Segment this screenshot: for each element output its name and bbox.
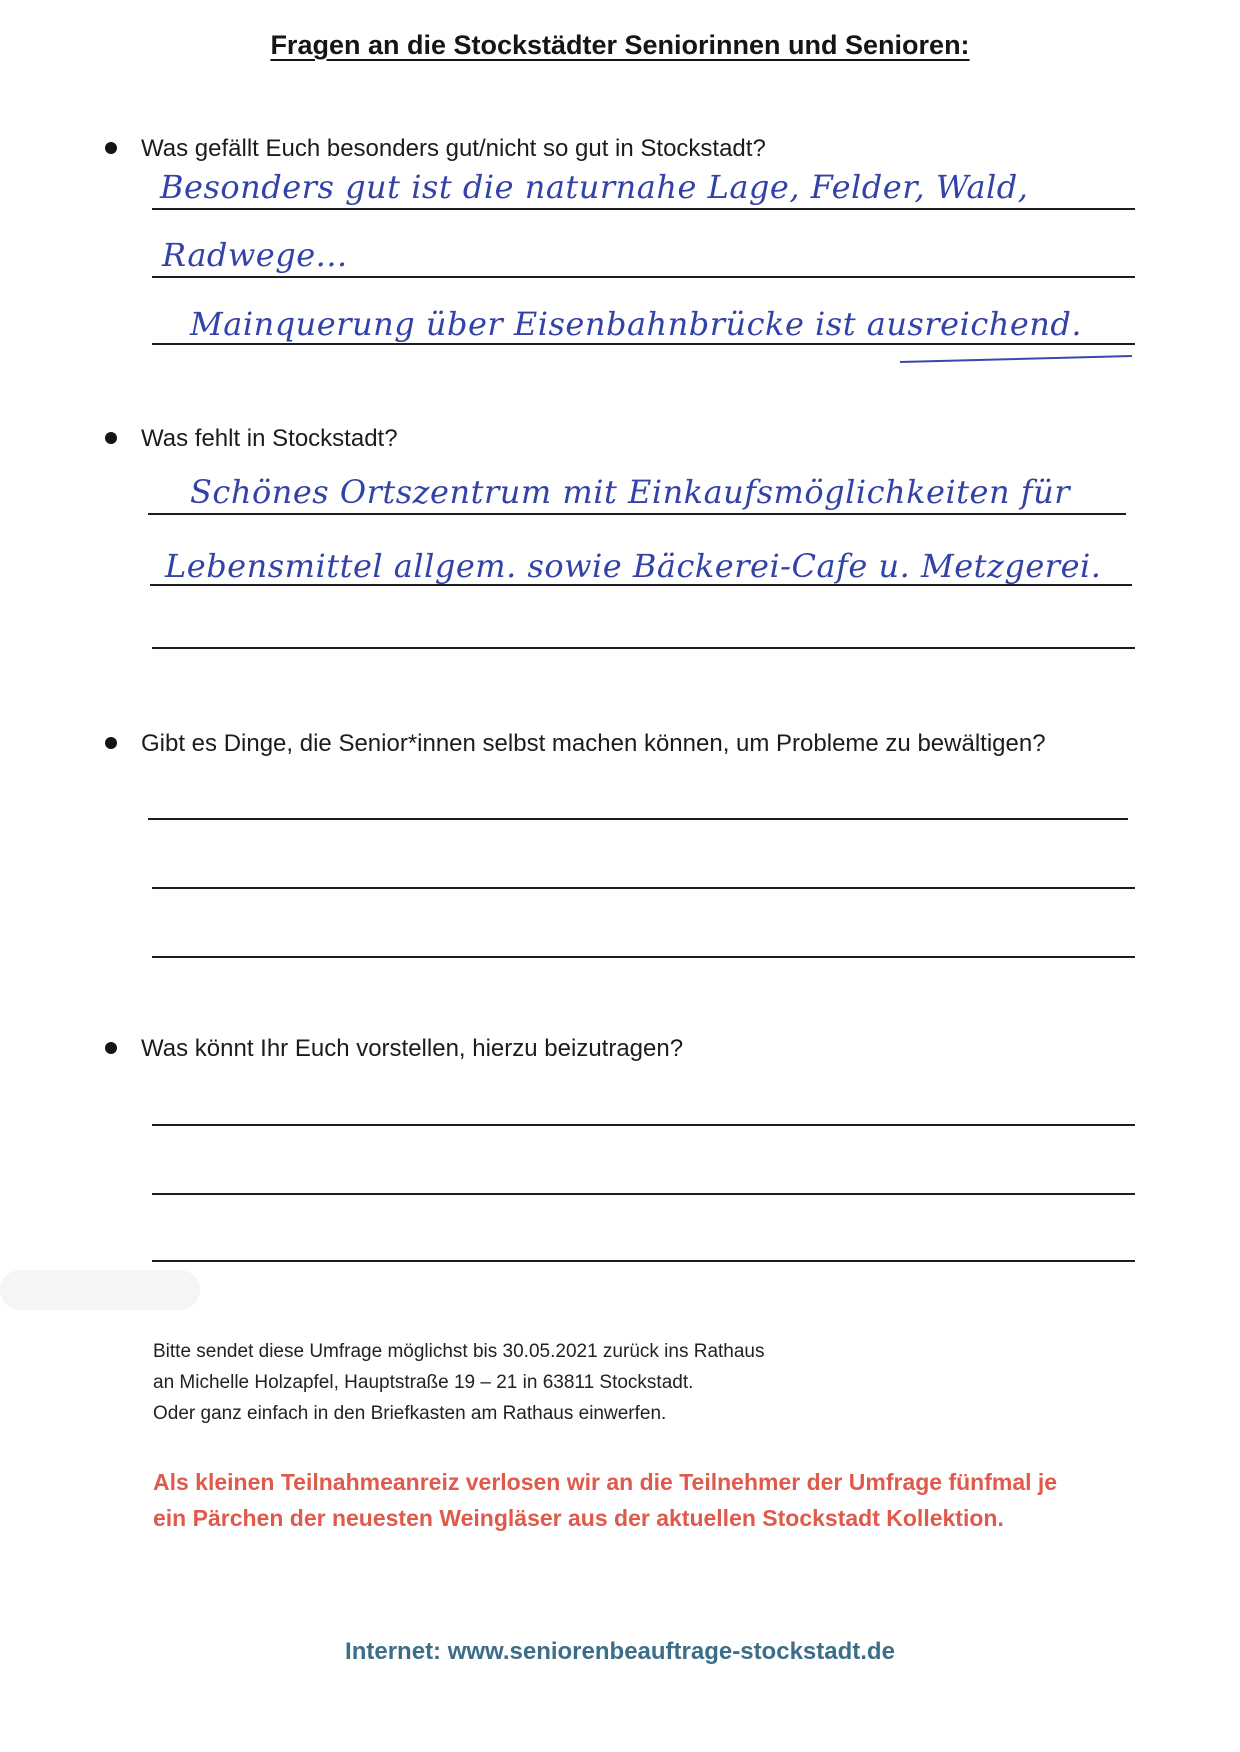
answer-rule [152,1260,1135,1262]
ink-underline-stroke [900,355,1132,363]
answer-rule [152,1124,1135,1126]
answer-rule [152,208,1135,210]
answer-rule [152,956,1135,958]
prize-notice-line-1: Als kleinen Teilnahmeanreiz verlosen wir an die Teilnehmer der Umfrage fünfmal je [153,1469,1058,1495]
question-4-text: Was könnt Ihr Euch vorstellen, hierzu beizutragen? [141,1035,684,1062]
prize-notice-line-2: ein Pärchen der neuesten Weingläser aus der aktuellen Stockstadt Kollektion. [153,1505,1004,1531]
question-3 [105,730,1046,758]
question-2-text: Was fehlt in Stockstadt? [141,425,398,452]
scan-smudge [0,1270,200,1310]
bullet-icon [105,1042,117,1054]
answer-1-line-1: Besonders gut ist die naturnahe Lage, Felder, Wald, [160,168,1029,206]
question-4 [105,1035,683,1063]
return-instructions [153,1336,765,1429]
website-link[interactable]: Internet: www.seniorenbeauftrage-stockstadt.de [345,1638,895,1665]
return-instructions-line-1: Bitte sendet diese Umfrage möglichst bis 30.05.2021 zurück ins Rathaus [153,1341,765,1362]
answer-rule [152,343,1135,345]
question-1-text: Was gefällt Euch besonders gut/nicht so gut in Stockstadt? [141,135,766,162]
answer-rule [152,647,1135,649]
question-1 [105,135,766,163]
answer-1-line-3: Mainquerung über Eisenbahnbrücke ist ausreichend. [190,305,1083,343]
return-instructions-line-3: Oder ganz einfach in den Briefkasten am Rathaus einwerfen. [153,1403,667,1424]
bullet-icon [105,432,117,444]
answer-1-line-2: Radwege... [162,236,348,274]
answer-rule [148,513,1126,515]
page-title: Fragen an die Stockstädter Seniorinnen und Senioren: [270,30,970,60]
answer-rule [152,276,1135,278]
answer-2-line-1: Schönes Ortszentrum mit Einkaufsmöglichkeiten für [190,473,1070,511]
bullet-icon [105,142,117,154]
return-instructions-line-2: an Michelle Holzapfel, Hauptstraße 19 – 21 in 63811 Stockstadt. [153,1372,694,1393]
answer-2-line-2: Lebensmittel allgem. sowie Bäckerei-Cafe u. Metzgerei. [165,547,1102,585]
prize-notice [153,1464,1057,1536]
bullet-icon [105,737,117,749]
answer-rule [152,1193,1135,1195]
answer-rule [150,584,1132,586]
question-3-text: Gibt es Dinge, die Senior*innen selbst machen können, um Probleme zu bewältigen? [141,730,1046,757]
question-2 [105,425,398,453]
answer-rule [152,887,1135,889]
answer-rule [148,818,1128,820]
